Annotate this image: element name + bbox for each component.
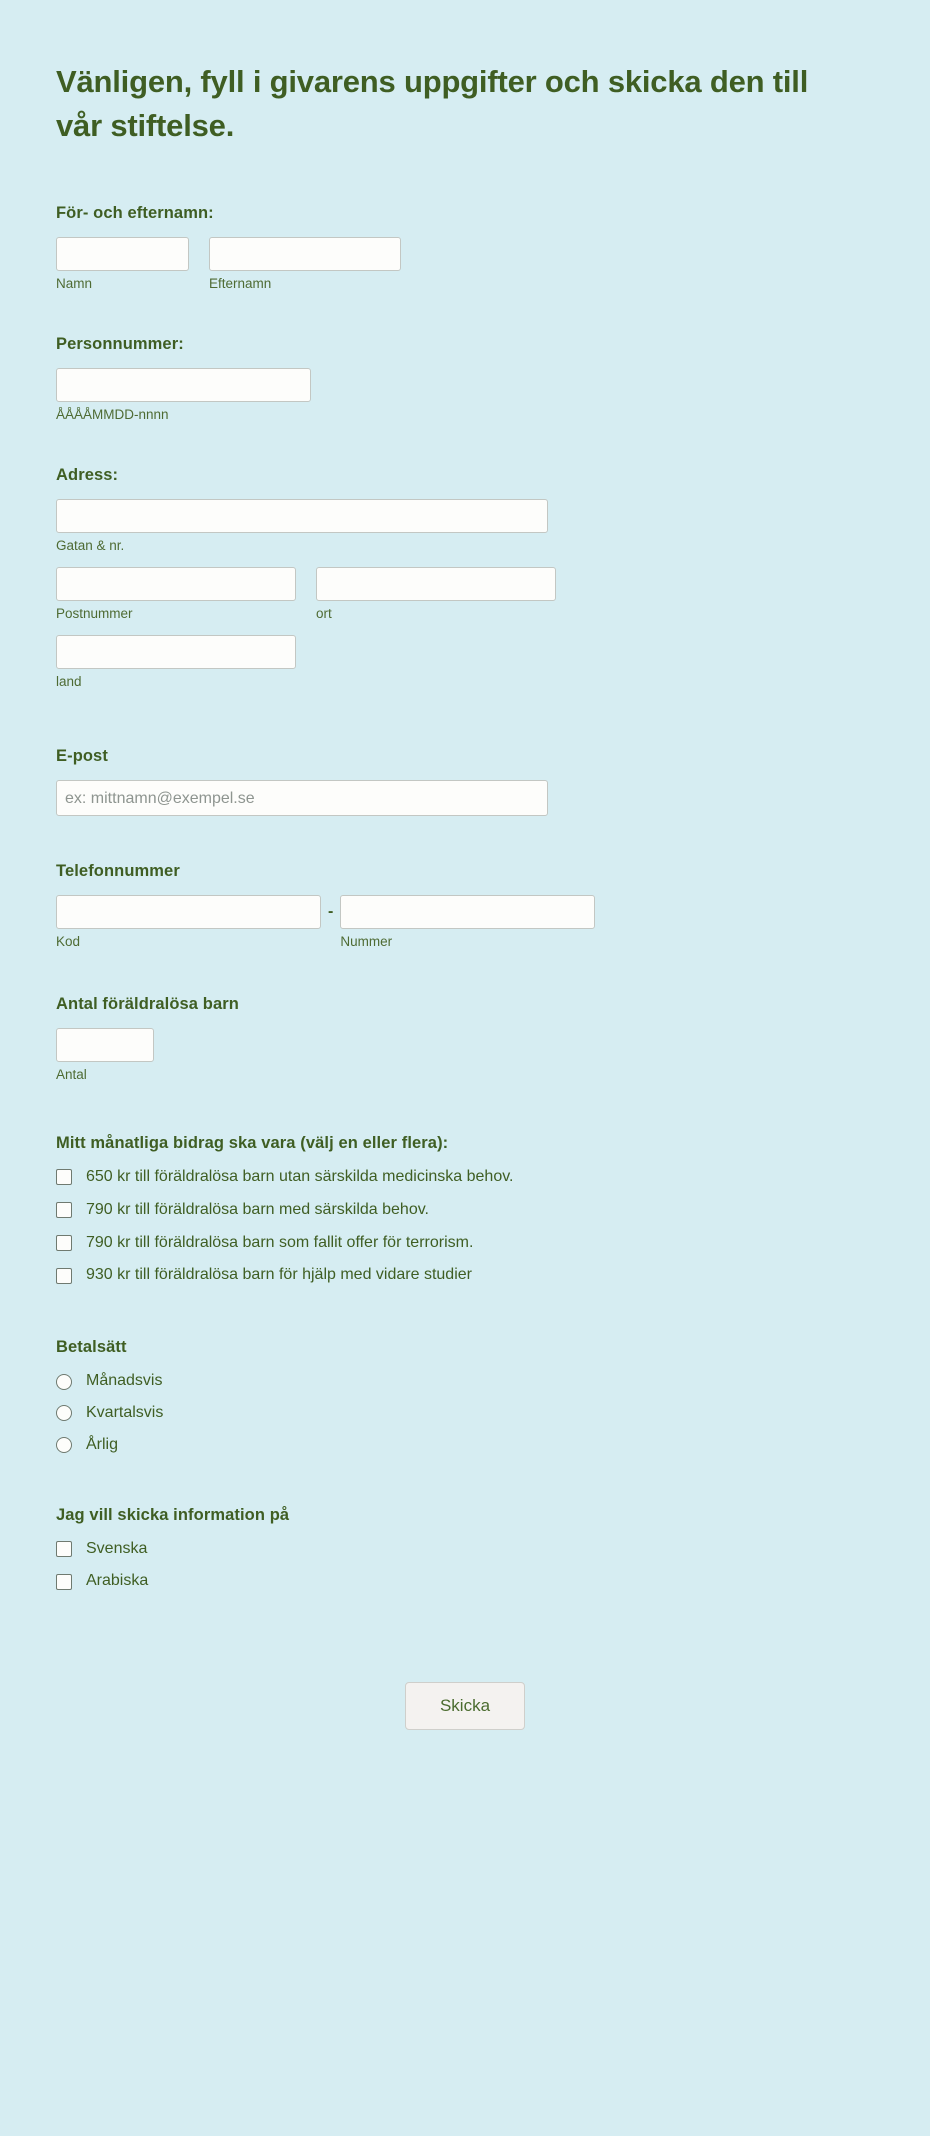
- payment-label: Betalsätt: [56, 1338, 127, 1357]
- language-label: Jag vill skicka information på: [56, 1505, 290, 1524]
- section-address: [56, 466, 874, 689]
- checkbox-icon[interactable]: [56, 1541, 72, 1557]
- name-field-row: [56, 237, 874, 291]
- contribution-option-label: 650 kr till föräldralösa barn utan särskilda medicinska behov.: [86, 1168, 514, 1186]
- street-hint: Gatan & nr.: [56, 538, 125, 554]
- personal-number-input[interactable]: [56, 368, 311, 402]
- orphan-count-group: [56, 1028, 874, 1082]
- submit-row: [56, 1682, 874, 1730]
- phone-number-group: [340, 895, 595, 949]
- personal-number-label: Personnummer:: [56, 335, 184, 354]
- phone-code-input[interactable]: [56, 895, 321, 929]
- contribution-option-label: 930 kr till föräldralösa barn för hjälp med vidare studier: [86, 1266, 472, 1284]
- payment-option-label: Årlig: [86, 1435, 119, 1453]
- section-orphan-count: [56, 995, 874, 1082]
- country-input[interactable]: [56, 635, 296, 669]
- first-name-field-group: [56, 237, 189, 291]
- postal-field-group: [56, 567, 296, 621]
- contribution-option-label: 790 kr till föräldralösa barn med särskilda behov.: [86, 1200, 429, 1218]
- personal-number-hint: ÅÅÅÅMMDD-nnnn: [56, 407, 169, 423]
- address-label: Adress:: [56, 466, 119, 485]
- section-contribution: [56, 1134, 874, 1286]
- payment-option-quarterly[interactable]: [56, 1403, 874, 1424]
- section-email: [56, 747, 874, 816]
- email-label: E-post: [56, 747, 108, 766]
- phone-field-row: [56, 895, 874, 949]
- city-field-group: [316, 567, 556, 621]
- street-field-group: [56, 499, 874, 553]
- phone-code-group: [56, 895, 321, 949]
- country-hint: land: [56, 674, 82, 690]
- orphan-count-hint: Antal: [56, 1067, 87, 1083]
- section-personal-number: [56, 335, 874, 422]
- contribution-option-1[interactable]: [56, 1200, 874, 1221]
- orphan-count-input[interactable]: [56, 1028, 154, 1062]
- postal-city-row: [56, 567, 874, 621]
- checkbox-icon[interactable]: [56, 1235, 72, 1251]
- city-hint: ort: [316, 606, 332, 622]
- contribution-option-label: 790 kr till föräldralösa barn som fallit offer för terrorism.: [86, 1233, 474, 1251]
- last-name-hint: Efternamn: [209, 276, 272, 292]
- section-name: [56, 204, 874, 291]
- language-option-swedish[interactable]: [56, 1539, 874, 1560]
- email-input[interactable]: [56, 780, 548, 816]
- page-title: Vänligen, fyll i givarens uppgifter och skicka den till vår stiftelse.: [56, 64, 809, 144]
- postal-code-input[interactable]: [56, 567, 296, 601]
- radio-icon[interactable]: [56, 1374, 72, 1390]
- street-input[interactable]: [56, 499, 548, 533]
- checkbox-icon[interactable]: [56, 1268, 72, 1284]
- contribution-option-3[interactable]: [56, 1265, 874, 1286]
- contribution-option-2[interactable]: [56, 1233, 874, 1254]
- country-field-group: [56, 635, 874, 689]
- contribution-option-0[interactable]: [56, 1167, 874, 1188]
- phone-number-input[interactable]: [340, 895, 595, 929]
- payment-option-monthly[interactable]: [56, 1371, 874, 1392]
- submit-button[interactable]: Skicka: [405, 1682, 525, 1730]
- first-name-hint: Namn: [56, 276, 93, 292]
- radio-icon[interactable]: [56, 1437, 72, 1453]
- section-payment: [56, 1338, 874, 1455]
- language-option-label: Svenska: [86, 1539, 148, 1557]
- last-name-field-group: [209, 237, 401, 291]
- payment-option-yearly[interactable]: [56, 1435, 874, 1456]
- phone-separator: -: [328, 903, 334, 921]
- postal-code-hint: Postnummer: [56, 606, 133, 622]
- checkbox-icon[interactable]: [56, 1574, 72, 1590]
- orphan-count-label: Antal föräldralösa barn: [56, 995, 239, 1014]
- email-field-group: [56, 780, 874, 816]
- contribution-label: Mitt månatliga bidrag ska vara (välj en eller flera):: [56, 1134, 449, 1153]
- language-option-label: Arabiska: [86, 1572, 149, 1590]
- name-section-label: För- och efternamn:: [56, 204, 214, 223]
- city-input[interactable]: [316, 567, 556, 601]
- language-option-arabic[interactable]: [56, 1571, 874, 1592]
- payment-option-label: Kvartalsvis: [86, 1404, 164, 1422]
- personal-number-field-group: [56, 368, 874, 422]
- checkbox-icon[interactable]: [56, 1202, 72, 1218]
- last-name-input[interactable]: [209, 237, 401, 271]
- payment-option-label: Månadsvis: [86, 1372, 163, 1390]
- radio-icon[interactable]: [56, 1405, 72, 1421]
- first-name-input[interactable]: [56, 237, 189, 271]
- phone-code-hint: Kod: [56, 934, 81, 950]
- phone-number-hint: Nummer: [340, 934, 393, 950]
- section-phone: [56, 862, 874, 949]
- section-language: [56, 1506, 874, 1593]
- checkbox-icon[interactable]: [56, 1169, 72, 1185]
- phone-label: Telefonnummer: [56, 862, 180, 881]
